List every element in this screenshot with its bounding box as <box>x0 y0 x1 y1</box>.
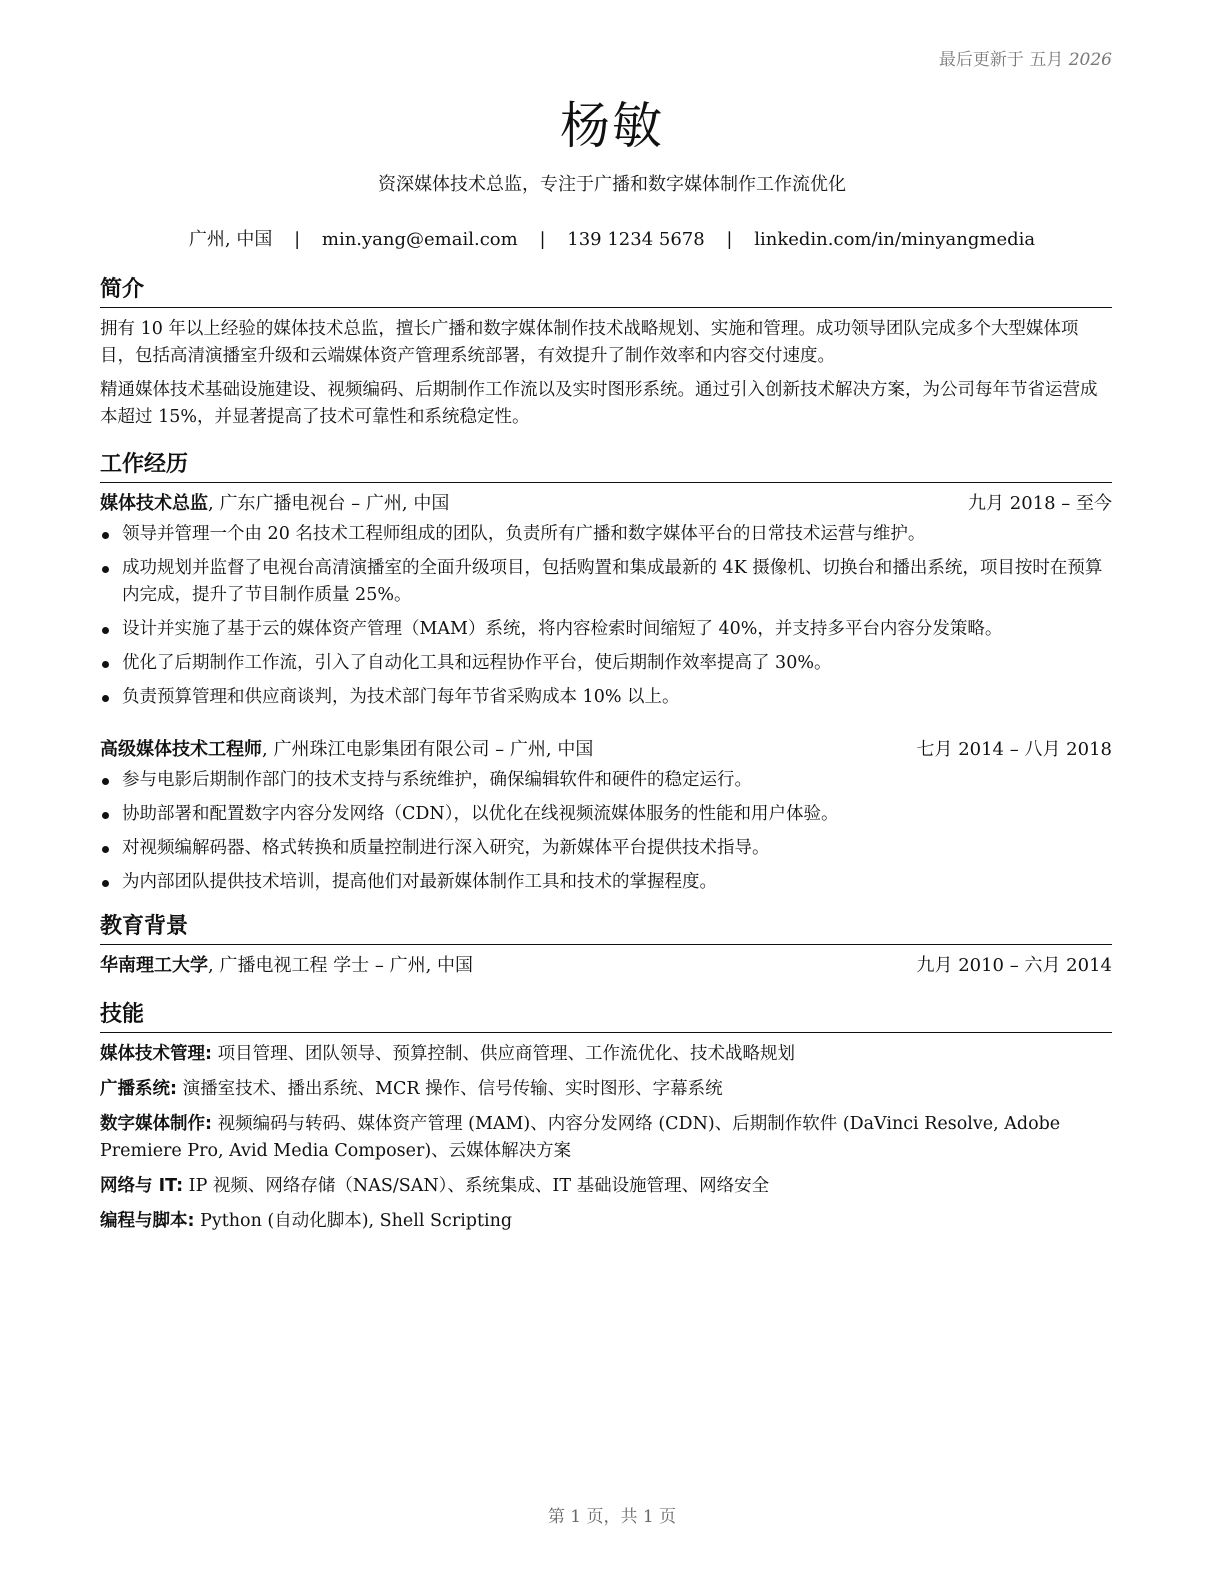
bullet-dot-icon <box>102 812 109 819</box>
skill-item <box>100 1076 1112 1103</box>
job-role: 媒体技术总监 <box>100 493 208 514</box>
resume-tagline: 资深媒体技术总监，专注于广播和数字媒体制作工作流优化 <box>378 174 846 195</box>
skills-section <box>100 1001 1112 1243</box>
job-bullet-text: 设计并实施了基于云的媒体资产管理（MAM）系统，将内容检索时间缩短了 40%，并支持多平台内容分发策略。 <box>122 619 1003 639</box>
skill-label: 媒体技术管理: <box>100 1044 212 1064</box>
job-entry <box>100 491 1112 711</box>
summary-heading: 简介 <box>100 276 1112 308</box>
education-section <box>100 913 1112 979</box>
job-org: , 广州珠江电影集团有限公司 – 广州, 中国 <box>262 739 594 760</box>
job-bullet <box>100 616 1112 643</box>
job-dates: 七月 2014 – 八月 2018 <box>916 739 1112 760</box>
skill-text: IP 视频、网络存储（NAS/SAN）、系统集成、IT 基础设施管理、网络安全 <box>183 1176 770 1196</box>
contact-location: 广州, 中国 <box>188 229 273 250</box>
skill-text: 演播室技术、播出系统、MCR 操作、信号传输、实时图形、字幕系统 <box>177 1079 723 1099</box>
skill-item <box>100 1111 1112 1165</box>
last-updated <box>939 45 1112 70</box>
contact-linkedin-link[interactable]: linkedin.com/in/minyangmedia <box>754 229 1036 250</box>
summary-paragraph: 拥有 10 年以上经验的媒体技术总监，擅长广播和数字媒体制作技术战略规划、实施和管理。成功领导团队完成多个大型媒体项目，包括高清演播室升级和云端媒体资产管理系统部署，有效提升了制作效率和内容交付速度。 <box>100 319 1079 366</box>
job-role: 高级媒体技术工程师 <box>100 739 262 760</box>
skill-label: 数字媒体制作: <box>100 1114 212 1134</box>
job-bullet-text: 参与电影后期制作部门的技术支持与系统维护，确保编辑软件和硬件的稳定运行。 <box>122 770 752 790</box>
contact-separator: | <box>294 229 301 250</box>
skill-item <box>100 1208 1112 1235</box>
job-bullets <box>100 521 1112 711</box>
experience-heading: 工作经历 <box>100 451 1112 483</box>
job-bullet-text: 对视频编解码器、格式转换和质量控制进行深入研究，为新媒体平台提供技术指导。 <box>122 838 770 858</box>
job-title-line <box>100 737 593 763</box>
education-line <box>100 953 473 979</box>
contact-email-link[interactable]: min.yang@email.com <box>321 229 518 250</box>
job-bullet-text: 协助部署和配置数字内容分发网络（CDN），以优化在线视频流媒体服务的性能和用户体验。 <box>122 804 839 824</box>
contact-phone: 139 1234 5678 <box>567 229 705 250</box>
job-entry <box>100 737 1112 903</box>
job-header <box>100 491 1112 517</box>
page-footer: 第 1 页，共 1 页 <box>547 1507 677 1527</box>
job-bullet-text: 优化了后期制作工作流，引入了自动化工具和远程协作平台，使后期制作效率提高了 30%。 <box>122 653 832 673</box>
job-bullet <box>100 650 1112 677</box>
job-dates: 九月 2018 – 至今 <box>968 493 1112 514</box>
last-updated-year: 2026 <box>1068 50 1112 70</box>
bullet-dot-icon <box>102 846 109 853</box>
skills-heading: 技能 <box>100 1001 1112 1033</box>
skill-text: 视频编码与转码、媒体资产管理 (MAM)、内容分发网络 (CDN)、后期制作软件 (DaVinci Resolve, Adobe Premiere Pro, Avid Media Composer)、云媒体解决方案 <box>100 1114 1061 1161</box>
job-bullet <box>100 835 1112 862</box>
skill-label: 编程与脚本: <box>100 1211 195 1231</box>
contact-separator: | <box>726 229 733 250</box>
job-bullet <box>100 521 1112 548</box>
job-header <box>100 737 1112 763</box>
education-heading: 教育背景 <box>100 913 1112 945</box>
bullet-dot-icon <box>102 778 109 785</box>
job-bullet <box>100 869 1112 896</box>
job-bullet <box>100 801 1112 828</box>
skill-text: 项目管理、团队领导、预算控制、供应商管理、工作流优化、技术战略规划 <box>212 1044 796 1064</box>
job-bullets <box>100 767 1112 896</box>
bullet-dot-icon <box>102 695 109 702</box>
summary-paragraph: 精通媒体技术基础设施建设、视频编码、后期制作工作流以及实时图形系统。通过引入创新技术解决方案，为公司每年节省运营成本超过 15%，并显著提高了技术可靠性和系统稳定性。 <box>100 380 1098 427</box>
skill-label: 网络与 IT: <box>100 1176 184 1196</box>
skill-item <box>100 1041 1112 1068</box>
contact-line <box>0 225 1224 251</box>
contact-separator: | <box>539 229 546 250</box>
job-bullet-text: 负责预算管理和供应商谈判，为技术部门每年节省采购成本 10% 以上。 <box>122 687 680 707</box>
job-bullet-text: 为内部团队提供技术培训，提高他们对最新媒体制作工具和技术的掌握程度。 <box>122 872 717 892</box>
job-bullet <box>100 684 1112 711</box>
skill-item <box>100 1173 1112 1200</box>
education-entry <box>100 953 1112 979</box>
last-updated-label: 最后更新于 五月 <box>938 50 1064 70</box>
summary-section <box>100 276 1112 438</box>
bullet-dot-icon <box>102 880 109 887</box>
job-org: , 广东广播电视台 – 广州, 中国 <box>208 493 450 514</box>
skill-text: Python (自动化脚本), Shell Scripting <box>194 1211 513 1231</box>
bullet-dot-icon <box>102 661 109 668</box>
education-detail: , 广播电视工程 学士 – 广州, 中国 <box>208 955 474 976</box>
job-bullet <box>100 767 1112 794</box>
job-bullet-text: 领导并管理一个由 20 名技术工程师组成的团队，负责所有广播和数字媒体平台的日常技术运营与维护。 <box>122 524 926 544</box>
education-school: 华南理工大学 <box>100 955 208 976</box>
resume-name: 杨敏 <box>560 97 664 155</box>
job-bullet-text: 成功规划并监督了电视台高清演播室的全面升级项目，包括购置和集成最新的 4K 摄像机、切换台和播出系统，项目按时在预算内完成，提升了节目制作质量 25%。 <box>122 558 1103 605</box>
job-title-line <box>100 491 449 517</box>
bullet-dot-icon <box>102 627 109 634</box>
skill-label: 广播系统: <box>100 1079 177 1099</box>
education-dates: 九月 2010 – 六月 2014 <box>916 955 1112 976</box>
job-bullet <box>100 555 1112 609</box>
experience-section <box>100 451 1112 718</box>
bullet-dot-icon <box>102 532 109 539</box>
bullet-dot-icon <box>102 566 109 573</box>
